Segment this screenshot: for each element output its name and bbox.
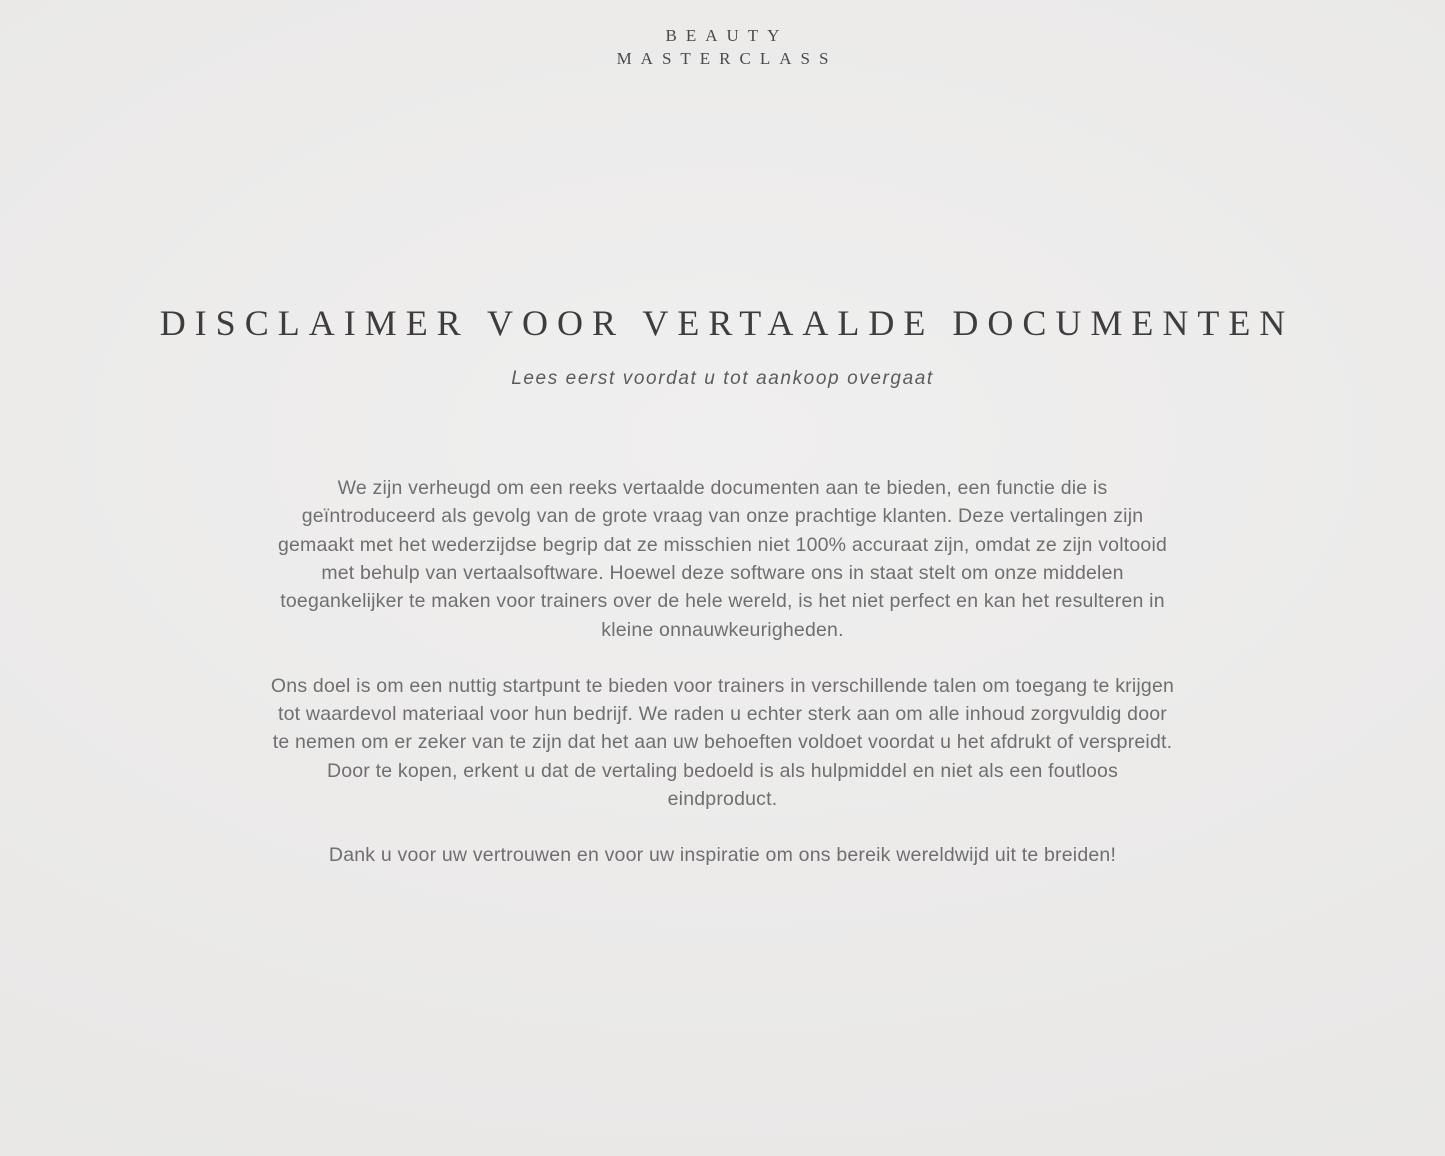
brand-logo-line1: BEAUTY — [665, 26, 789, 45]
body-text — [270, 474, 1176, 870]
brand-logo — [0, 0, 1445, 70]
page-title: DISCLAIMER VOOR VERTAALDE DOCUMENTEN — [159, 303, 1295, 343]
brand-logo-line2: MASTERCLASS — [616, 49, 838, 68]
body-paragraph: Dank u voor uw vertrouwen en voor uw inspiratie om ons bereik wereldwijd uit te breiden! — [328, 844, 1117, 867]
page-subtitle: Lees eerst voordat u tot aankoop overgaat — [511, 368, 934, 390]
body-paragraph: Ons doel is om een nuttig startpunt te bieden voor trainers in verschillende talen om toegang te krijgen tot waardevol materiaal voor hun bedrijf. We raden u echter sterk aan om alle inhoud zorgvuldig door te nemen om er zeker van te zijn dat het aan uw behoeften voldoet voordat u het afdrukt of verspreidt. Door te kopen, erkent u dat de vertaling bedoeld is als hulpmiddel en niet als een foutloos eindproduct. — [270, 674, 1175, 811]
body-paragraph: We zijn verheugd om een reeks vertaalde documenten aan te bieden, een functie die is geïntroduceerd als gevolg van de grote vraag van onze prachtige klanten. Deze vertalingen zijn gemaakt met het wederzijdse begrip dat ze misschien niet 100% accuraat zijn, omdat ze zijn voltooid met behulp van vertaalsoftware. Hoewel deze software ons in staat stelt om onze middelen toegankelijker te maken voor trainers over de hele wereld, is het niet perfect en kan het resulteren in kleine onnauwkeurigheden. — [277, 477, 1168, 641]
